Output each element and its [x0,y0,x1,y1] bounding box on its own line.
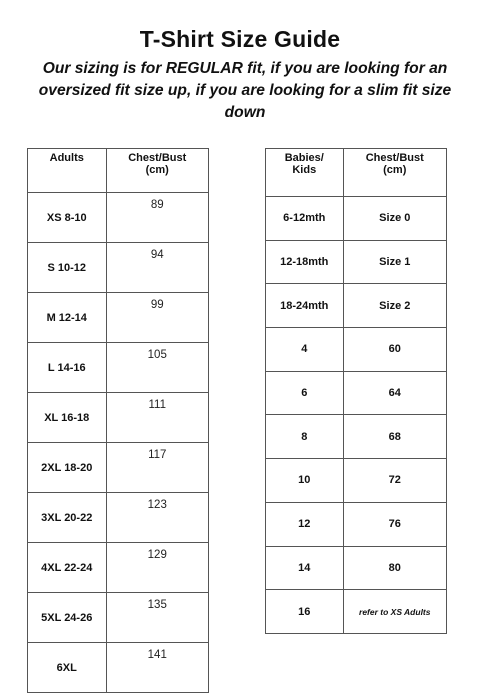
measurement-cell: 94 [106,243,209,293]
table-row [28,293,209,343]
size-cell: 6 [266,371,344,415]
page-subtitle: Our sizing is for REGULAR fit, if you are looking for an oversized fit size up, if you are looking for a slim fit size down [38,60,452,121]
table-row [28,193,209,243]
size-cell: 12 [266,502,344,546]
table-row [28,443,209,493]
size-cell: M 12-14 [28,293,107,343]
size-cell: 18-24mth [266,284,344,328]
measurement-cell: Size 2 [343,284,446,328]
table-row [266,546,447,590]
measurement-cell: 135 [106,593,209,643]
measurement-cell: 105 [106,343,209,393]
kids-size-table [265,148,447,634]
table-row [266,240,447,284]
table-row [266,415,447,459]
measurement-cell: 129 [106,543,209,593]
size-cell: XS 8-10 [28,193,107,243]
measurement-cell: 76 [343,502,446,546]
table-row [266,197,447,241]
column-header: Babies/ Kids [266,149,344,197]
measurement-cell: 72 [343,459,446,503]
column-header: Chest/Bust (cm) [343,149,446,197]
table-row [28,543,209,593]
measurement-cell: 117 [106,443,209,493]
size-cell: L 14-16 [28,343,107,393]
measurement-cell: refer to XS Adults [343,590,446,634]
measurement-cell: 111 [106,393,209,443]
size-cell: 4XL 22-24 [28,543,107,593]
measurement-cell: 123 [106,493,209,543]
page-title: T-Shirt Size Guide [139,26,341,52]
size-cell: 6-12mth [266,197,344,241]
table-row [266,590,447,634]
measurement-cell: Size 1 [343,240,446,284]
table-row [28,343,209,393]
measurement-cell: 80 [343,546,446,590]
size-cell: 5XL 24-26 [28,593,107,643]
table-row [266,502,447,546]
measurement-cell: 64 [343,371,446,415]
size-cell: 10 [266,459,344,503]
size-cell: 16 [266,590,344,634]
size-cell: 8 [266,415,344,459]
table-row [28,493,209,543]
measurement-cell: 89 [106,193,209,243]
table-header-row [266,149,447,197]
table-row [28,643,209,693]
table-row [28,393,209,443]
measurement-cell: 68 [343,415,446,459]
table-row [28,243,209,293]
measurement-cell: 99 [106,293,209,343]
size-cell: 6XL [28,643,107,693]
table-row [266,284,447,328]
measurement-cell: 60 [343,328,446,372]
size-cell: 2XL 18-20 [28,443,107,493]
adults-size-table [27,148,209,693]
measurement-cell: 141 [106,643,209,693]
measurement-cell: Size 0 [343,197,446,241]
size-cell: 3XL 20-22 [28,493,107,543]
size-cell: XL 16-18 [28,393,107,443]
table-header-row [28,149,209,193]
size-cell: S 10-12 [28,243,107,293]
size-cell: 4 [266,328,344,372]
table-row [266,371,447,415]
table-row [28,593,209,643]
column-header: Chest/Bust (cm) [106,149,209,193]
column-header: Adults [28,149,107,193]
table-row [266,459,447,503]
size-cell: 14 [266,546,344,590]
size-cell: 12-18mth [266,240,344,284]
table-row [266,328,447,372]
